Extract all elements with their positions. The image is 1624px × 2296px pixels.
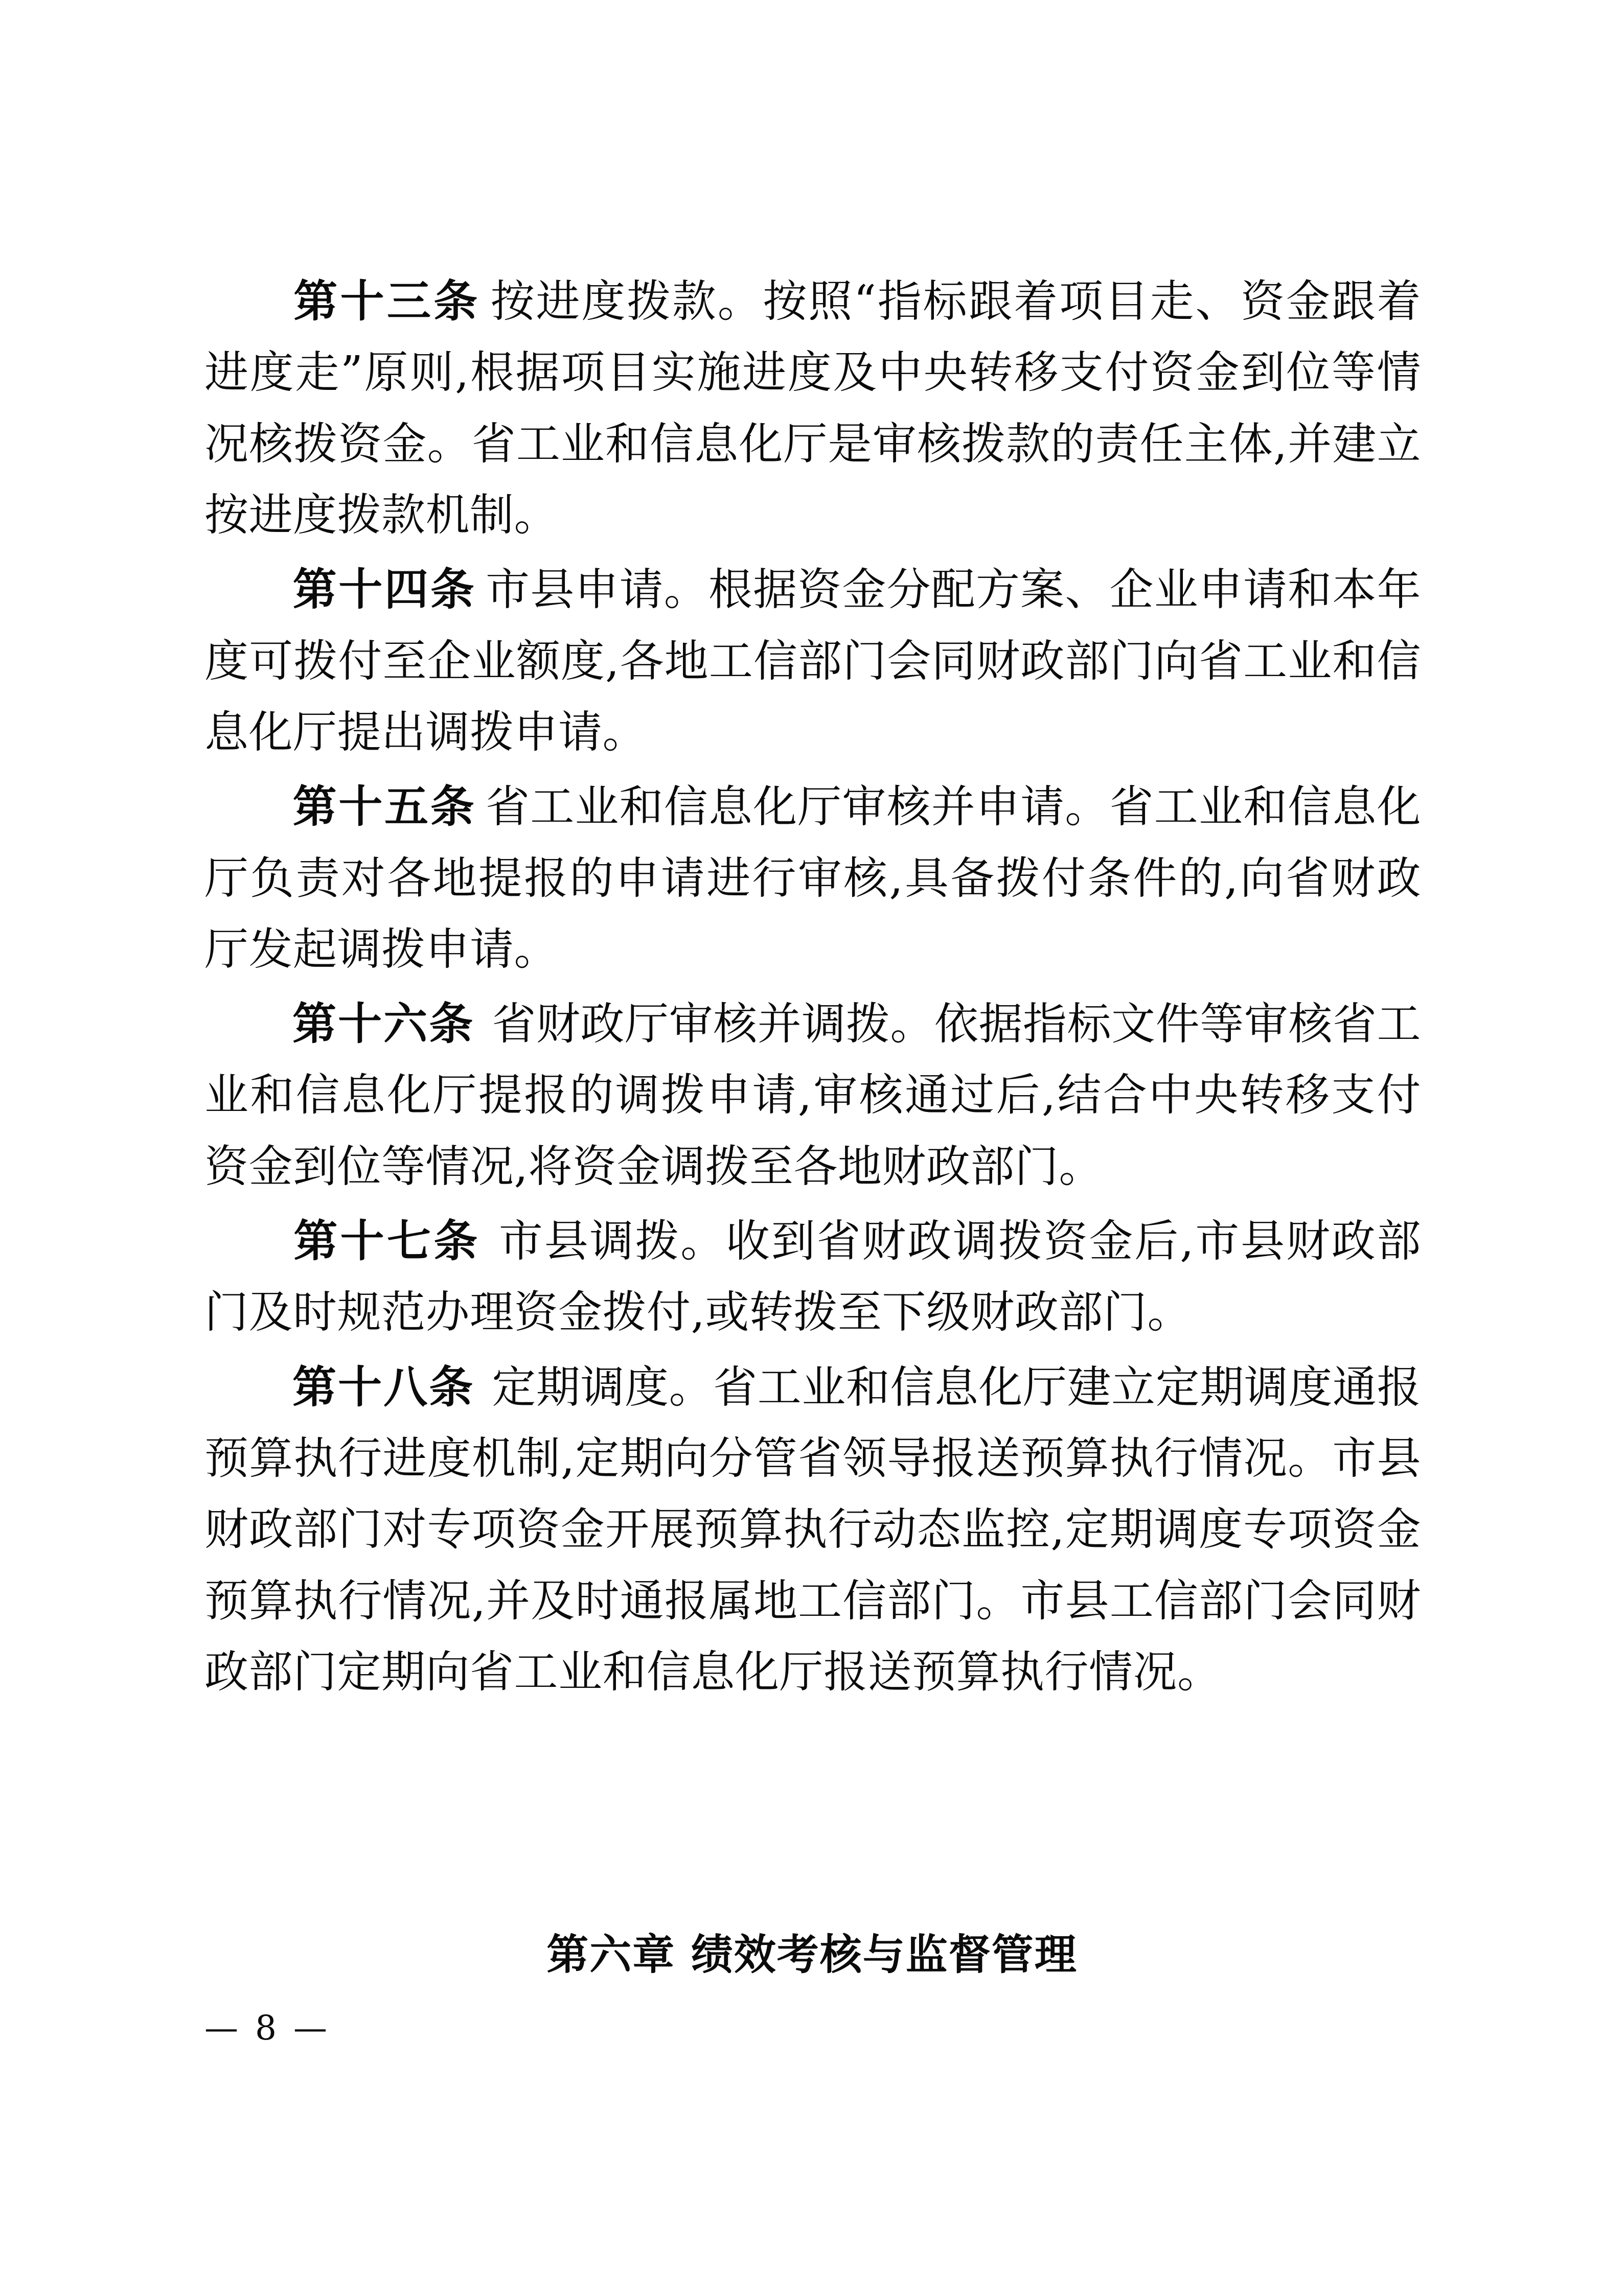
- paragraph-article-16: [204, 988, 1421, 1202]
- article-label: 第十六条: [292, 998, 475, 1050]
- article-label: 第十四条: [292, 564, 476, 616]
- article-label: 第十五条: [292, 781, 476, 833]
- article-label: 第十三条: [292, 275, 481, 327]
- article-text: 省工业和信息化厅审核并申请。省工业和信息化厅负责对各地提报的申请进行审核,具备拨付条件的,向省财政厅发起调拨申请。: [204, 781, 1422, 975]
- paragraph-article-17: [204, 1205, 1421, 1349]
- article-text: 按进度拨款。按照“指标跟着项目走、资金跟着进度走”原则,根据项目实施进度及中央转移支付资金到位等情况核拨资金。省工业和信息化厅是审核拨款的责任主体,并建立按进度拨款机制。: [204, 276, 1422, 541]
- paragraph-article-18: [204, 1352, 1421, 1708]
- document-body: [204, 266, 1421, 1711]
- article-text: 定期调度。省工业和信息化厅建立定期调度通报预算执行进度机制,定期向分管省领导报送预算执行情况。市县财政部门对专项资金开展预算执行动态监控,定期调度专项资金预算执行情况,并及时通报属地工信部门。市县工信部门会同财政部门定期向省工业和信息化厅报送预算执行情况。: [204, 1361, 1422, 1698]
- paragraph-article-13: [204, 266, 1421, 551]
- article-text: 市县调拨。收到省财政调拨资金后,市县财政部门及时规范办理资金拨付,或转拨至下级财政部门。: [204, 1216, 1422, 1338]
- chapter-heading: 第六章 绩效考核与监督管理: [546, 1931, 1078, 1979]
- article-text: 市县申请。根据资金分配方案、企业申请和本年度可拨付至企业额度,各地工信部门会同财政部门向省工业和信息化厅提出调拨申请。: [204, 564, 1422, 758]
- paragraph-article-15: [204, 771, 1421, 985]
- article-text: 省财政厅审核并调拨。依据指标文件等审核省工业和信息化厅提报的调拨申请,审核通过后,结合中央转移支付资金到位等情况,将资金调拨至各地财政部门。: [204, 999, 1422, 1192]
- article-label: 第十七条: [292, 1215, 481, 1267]
- paragraph-article-14: [204, 554, 1421, 768]
- article-label: 第十八条: [292, 1361, 475, 1413]
- page-number: — 8 —: [204, 2008, 330, 2048]
